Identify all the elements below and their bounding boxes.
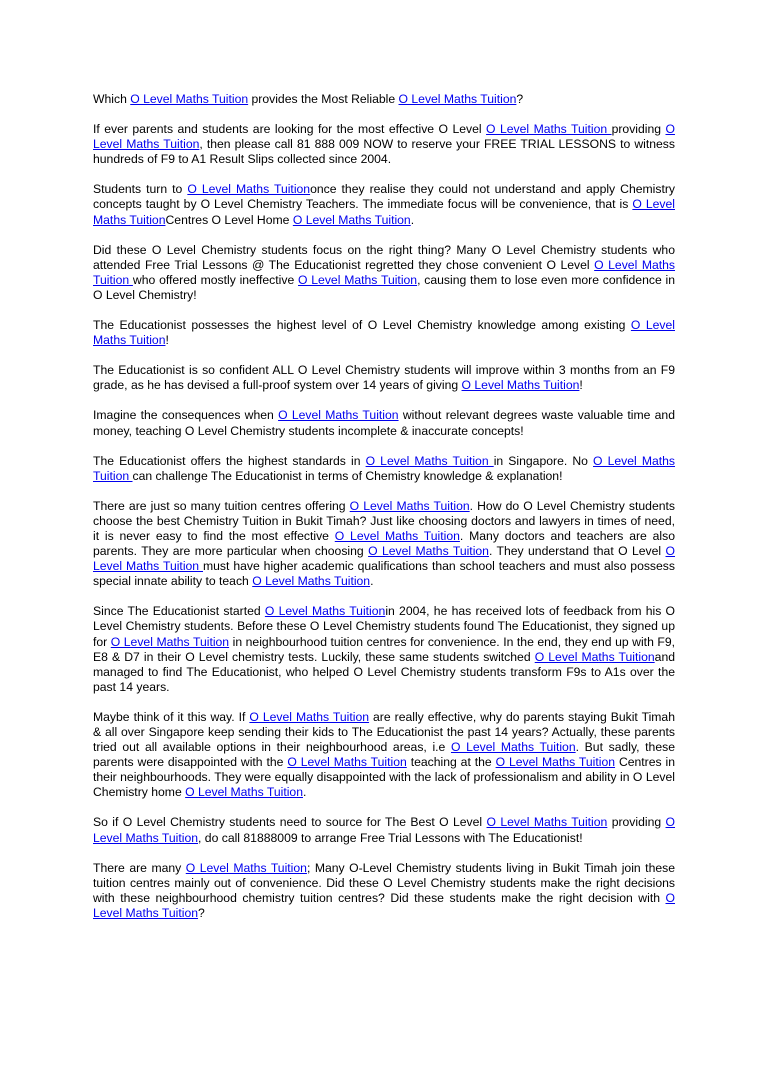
paragraph-text: in Singapore. No (493, 453, 594, 468)
paragraph-text: ! (579, 378, 583, 393)
paragraph-text: ; Many O-Level Chemistry students living in Bukit Timah join these tuition centres mainly out of convenience. Did these O Level Chemistry students make the right decisions with these neighbourhood chemistry tuition centres? Did these students make the right decision with (93, 860, 675, 905)
paragraph (93, 243, 675, 303)
paragraph-text: Centres in their neighbourhoods. They were equally disappointed with the lack of professionalism and ability in O Level Chemistry home (93, 755, 676, 800)
paragraph-text: Centres O Level Home (165, 212, 293, 227)
paragraph (93, 318, 675, 348)
paragraph-text: . How do O Level Chemistry students choose the best Chemistry Tuition in Bukit Timah? Just like choosing doctors and lawyers in times of need, it is never easy to find the most effective (93, 498, 675, 543)
paragraph-text: and managed to find The Educationist, who helped O Level Chemistry students transform F9s to A1s over the past 14 years. (93, 649, 676, 694)
paragraph (93, 408, 675, 438)
tuition-link[interactable]: O Level Maths Tuition (365, 453, 494, 468)
tuition-link[interactable]: O Level Maths Tuition (187, 182, 311, 197)
tuition-link[interactable]: O Level Maths Tuition (495, 755, 616, 770)
paragraph (93, 710, 675, 801)
paragraph (93, 604, 675, 695)
tuition-link[interactable]: O Level Maths Tuition (93, 815, 676, 845)
paragraph-text: Imagine the consequences when (93, 408, 279, 423)
tuition-link[interactable]: O Level Maths Tuition (185, 785, 303, 800)
paragraph-text: Did these O Level Chemistry students focus on the right thing? Many O Level Chemistry students who attended Free Trial Lessons @ The Educationist regretted they chose convenient O Level (93, 242, 675, 272)
tuition-link[interactable]: O Level Maths Tuition (486, 122, 612, 137)
paragraph-text: teaching at the (406, 755, 496, 770)
paragraph (93, 182, 675, 227)
paragraph (93, 499, 675, 590)
paragraph-text: , do call 81888009 to arrange Free Trial Lessons with The Educationist! (198, 830, 583, 845)
tuition-link[interactable]: O Level Maths Tuition (298, 272, 418, 287)
paragraph-text: must have higher academic qualifications than school teachers and must also possess special innate ability to teach (93, 559, 675, 589)
tuition-link[interactable]: O Level Maths Tuition (110, 634, 230, 649)
tuition-link[interactable]: O Level Maths Tuition (93, 197, 675, 227)
tuition-link[interactable]: O Level Maths Tuition (93, 890, 675, 920)
paragraph-text: Since The Educationist started (93, 604, 265, 619)
paragraph-text: There are many (93, 860, 186, 875)
paragraph-text: ? (516, 92, 524, 106)
paragraph (93, 454, 675, 484)
paragraph-text: . (410, 212, 415, 227)
paragraph-text: providing (607, 815, 666, 830)
paragraph-text: Maybe think of it this way. If (93, 709, 250, 724)
tuition-link[interactable]: O Level Maths Tuition (185, 860, 307, 875)
paragraph-text: . (370, 574, 374, 589)
paragraph-text: in neighbourhood tuition centres for convenience. In the end, they end up with F9, E8 & D7 in their O Level chemistry tests. Luckily, these same students switched (93, 634, 675, 664)
paragraph (93, 815, 675, 845)
tuition-link[interactable]: O Level Maths Tuition (534, 649, 655, 664)
paragraph-text: There are just so many tuition centres offering (93, 498, 350, 513)
paragraph-text: Students turn to (93, 182, 188, 197)
paragraph-text: ! (165, 333, 169, 348)
paragraph (93, 92, 675, 107)
tuition-link[interactable]: O Level Maths Tuition (93, 257, 676, 287)
tuition-link[interactable]: O Level Maths Tuition (349, 498, 470, 513)
tuition-link[interactable]: O Level Maths Tuition (278, 408, 399, 423)
paragraph-text: who offered mostly ineffective (132, 272, 299, 287)
paragraph-text: . Many doctors and teachers are also parents. They are more particular when choosing (93, 528, 675, 559)
paragraph-text: The Educationist possesses the highest level of O Level Chemistry knowledge among existing (93, 318, 631, 333)
paragraph (93, 122, 675, 167)
tuition-link[interactable]: O Level Maths Tuition (93, 318, 675, 348)
tuition-link[interactable]: O Level Maths Tuition (264, 604, 386, 619)
paragraph-text: are really effective, why do parents staying Bukit Timah & all over Singapore keep sending their kids to The Educationist the past 14 years? Actually, these parents tried out all available options in their neighbourhood areas, i.e (93, 709, 675, 755)
paragraph-text: provides the Most Reliable (248, 92, 399, 106)
tuition-link[interactable]: O Level Maths Tuition (252, 574, 371, 589)
tuition-link[interactable]: O Level Maths Tuition (368, 544, 489, 559)
paragraph-text: in 2004, he has received lots of feedback from his O Level Chemistry students. Before these O Level Chemistry students found The Educationist, they signed up for (93, 604, 676, 649)
paragraph-text: The Educationist offers the highest standards in (93, 453, 366, 468)
paragraph-text: . But sadly, these parents were disappointed with the (93, 740, 675, 770)
paragraph (93, 861, 675, 921)
paragraph-text: once they realise they could not understand and apply Chemistry concepts taught by O Level Chemistry Teachers. The immediate focus will be convenience, that is (93, 182, 676, 212)
paragraph-text: . They understand that O Level (488, 544, 666, 559)
document-body (93, 92, 675, 936)
tuition-link[interactable]: O Level Maths Tuition (450, 740, 576, 755)
paragraph-text: can challenge The Educationist in terms of Chemistry knowledge & explanation! (132, 468, 563, 483)
tuition-link[interactable]: O Level Maths Tuition (398, 92, 517, 106)
paragraph-text: So if O Level Chemistry students need to source for The Best O Level (93, 815, 487, 830)
tuition-link[interactable]: O Level Maths Tuition (461, 378, 580, 393)
tuition-link[interactable]: O Level Maths Tuition (93, 122, 675, 152)
paragraph-text: , causing them to lose even more confidence in O Level Chemistry! (93, 272, 676, 302)
tuition-link[interactable]: O Level Maths Tuition (130, 92, 249, 106)
tuition-link[interactable]: O Level Maths Tuition (93, 544, 675, 574)
paragraph-text: Which (93, 92, 131, 106)
paragraph-text: , then please call 81 888 009 NOW to reserve your FREE TRIAL LESSONS to witness hundreds of F9 to A1 Result Slips collected since 2004. (93, 137, 675, 167)
tuition-link[interactable]: O Level Maths Tuition (249, 709, 370, 724)
paragraph-text: without relevant degrees waste valuable time and money, teaching O Level Chemistry students incomplete & inaccurate concepts! (93, 408, 675, 438)
paragraph-text: If ever parents and students are looking for the most effective O Level (93, 122, 487, 137)
paragraph-text: The Educationist is so confident ALL O Level Chemistry students will improve within 3 months from an F9 grade, as he has devised a full-proof system over 14 years of giving (93, 363, 675, 393)
paragraph-text: . (302, 785, 307, 800)
tuition-link[interactable]: O Level Maths Tuition (292, 212, 411, 227)
paragraph-text: providing (611, 122, 666, 137)
tuition-link[interactable]: O Level Maths Tuition (93, 453, 676, 483)
tuition-link[interactable]: O Level Maths Tuition (334, 528, 460, 543)
tuition-link[interactable]: O Level Maths Tuition (287, 755, 407, 770)
tuition-link[interactable]: O Level Maths Tuition (486, 815, 608, 830)
paragraph (93, 363, 675, 393)
paragraph-text: ? (198, 905, 205, 920)
